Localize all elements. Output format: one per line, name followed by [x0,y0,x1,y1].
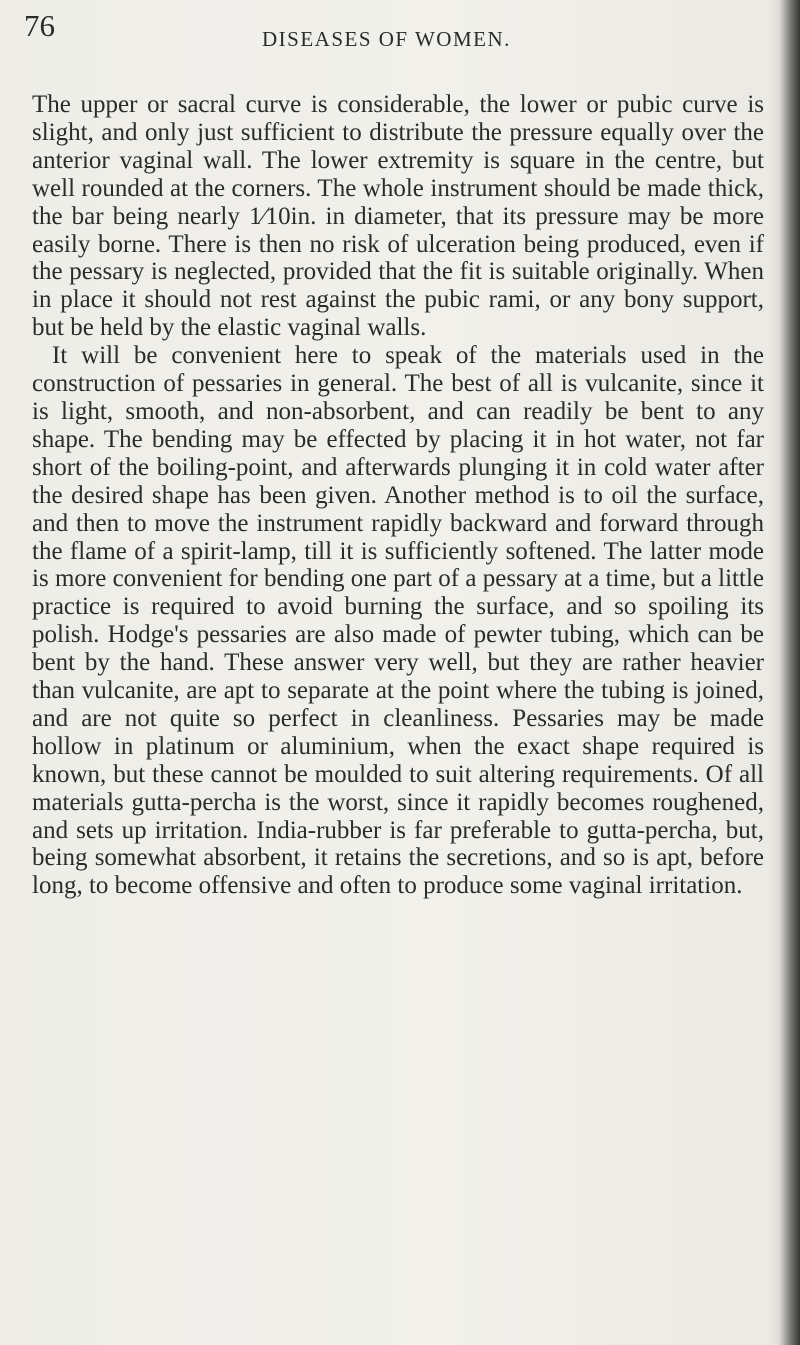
running-head: DISEASES OF WOMEN. [262,27,511,51]
page-edge-shadow [768,0,800,1345]
page-number: 76 [24,8,55,43]
paragraph-2: It will be convenient here to speak of the materials used in the construction of pessaries in general. The best of all is vulcanite, since it is light, smooth, and non-absorbent, and can readily be bent to any shape. The bending may be effected by placing it in hot water, not far short of the boiling-point, and afterwards plunging it in cold water after the desired shape has been given. Another method is to oil the surface, and then to move the instrument rapidly backward and forward through the flame of a spirit-lamp, till it is sufficiently softened. The latter mode is more convenient for bending one part of a pessary at a time, but a little practice is required to avoid burning the surface, and so spoiling its polish. Hodge's pessaries are also made of pewter tubing, which can be bent by the hand. These answer very well, but they are rather heavier than vulcanite, are apt to separate at the point where the tubing is joined, and are not quite so perfect in cleanliness. Pessaries may be made hollow in platinum or aluminium, when the exact shape required is known, but these cannot be moulded to suit altering requirements. Of all materials gutta-percha is the worst, since it rapidly becomes roughened, and sets up irritation. India-rubber is far preferable to gutta-percha, but, being somewhat absorbent, it retains the secretions, and so is apt, before long, to become offensive and often to produce some vaginal irritation. [32,342,764,900]
body-text [32,91,764,900]
paragraph-1: The upper or sacral curve is considerable, the lower or pubic curve is slight, and only just sufficient to distribute the pressure equally over the anterior vaginal wall. The lower extremity is square in the centre, but well rounded at the corners. The whole instrument should be made thick, the bar being nearly 1⁄10in. in diameter, that its pressure may be more easily borne. There is then no risk of ulceration being produced, even if the pessary is neglected, provided that the fit is suitable originally. When in place it should not rest against the pubic rami, or any bony support, but be held by the elastic vaginal walls. [32,91,764,342]
